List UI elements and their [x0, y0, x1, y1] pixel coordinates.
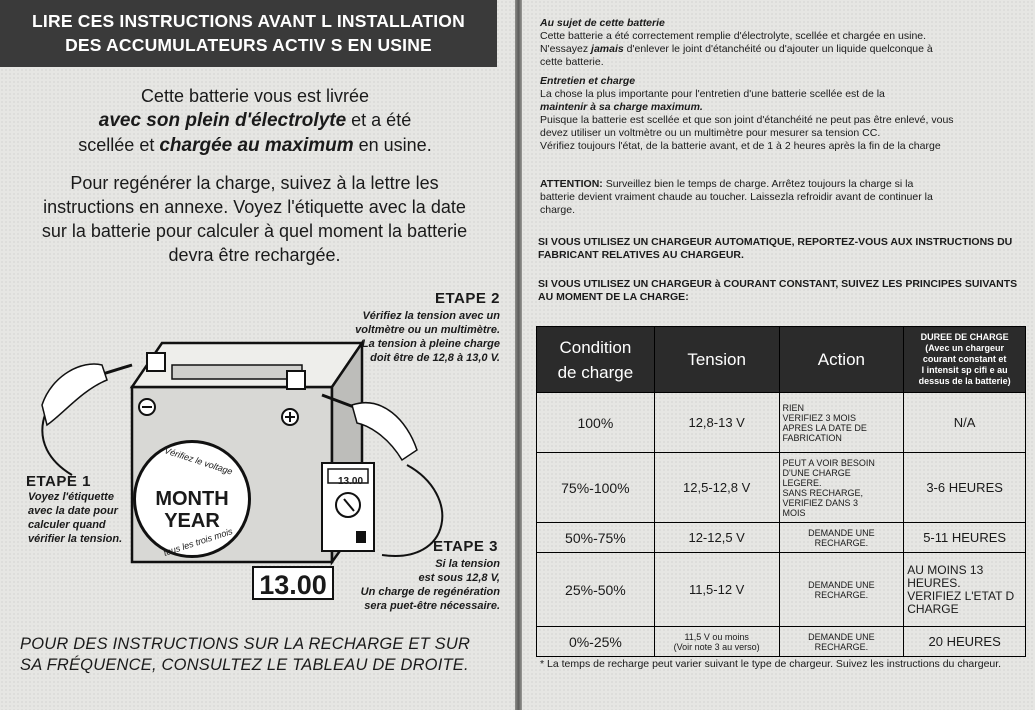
cell-condition: 0%-25% [537, 627, 655, 657]
step-3-line: Si la tension [435, 558, 500, 570]
cell-line: MOIS [782, 507, 806, 518]
intro1-emphasis-1: avec son plein d'électrolyte [98, 110, 347, 131]
step-1-line: vérifier la tension. [28, 533, 123, 545]
header-text: dessus de la batterie) [918, 376, 1011, 386]
text-span: N'essayez [540, 43, 592, 55]
caps-line: SI VOUS UTILISEZ UN CHARGEUR à COURANT CONSTANT, SUIVEZ LES PRINCIPES SUIVANTS [538, 278, 1018, 290]
left-footer-note [20, 634, 500, 676]
cell-tension: 12-12,5 V [654, 523, 779, 553]
table-header-row [537, 327, 1026, 393]
footer-line-2: SA FRÉQUENCE, CONSULTEZ LE TABLEAU DE DROITE. [20, 656, 469, 674]
cell-tension [654, 627, 779, 657]
step-2-line: La tension à pleine charge [361, 338, 500, 350]
cell-line: DEMANDE UNE [808, 579, 875, 590]
step-2-text [346, 309, 500, 365]
step-2-title: ETAPE 2 [435, 290, 500, 307]
section-maintenance [540, 75, 1032, 153]
cell-duree [904, 553, 1026, 627]
intro1-line-3a: scellée et [78, 135, 160, 155]
header-text: de charge [557, 362, 634, 382]
cell-tension: 11,5-12 V [654, 553, 779, 627]
cell-condition: 100% [537, 393, 655, 453]
footer-line-1: POUR DES INSTRUCTIONS SUR LA RECHARGE ET SUR [20, 635, 471, 653]
paragraph-line [540, 178, 1020, 191]
cell-condition: 25%-50% [537, 553, 655, 627]
table-footnote: * La temps de recharge peut varier suivant le type de chargeur. Suivez les instructions du chargeur. [540, 658, 1002, 670]
cell-action [779, 523, 904, 553]
caps-line: SI VOUS UTILISEZ UN CHARGEUR AUTOMATIQUE, REPORTEZ-VOUS AUX INSTRUCTIONS DU [538, 236, 1013, 248]
date-label-text [150, 488, 234, 532]
cell-line: DEMANDE UNE [808, 527, 875, 538]
step-3-line: sera puet-être nécessaire. [364, 600, 500, 612]
cell-line: (Voir note 3 au verso) [673, 641, 760, 652]
attention-label: ATTENTION: [540, 178, 603, 190]
cell-line: VERIFIEZ DANS 3 [782, 497, 859, 508]
intro1-line-2-rest: et a été [346, 110, 412, 130]
intro2-line-3: sur la batterie pour calculer à quel moment la batterie [41, 221, 468, 241]
step-3-text [346, 557, 500, 613]
header-text: (Avec un chargeur [925, 343, 1004, 353]
step-2-line: doit être de 12,8 à 13,0 V. [370, 352, 500, 364]
cell-line: AU MOINS 13 [907, 562, 984, 577]
cell-line: HEURES. [907, 575, 961, 590]
cell-action [779, 393, 904, 453]
intro1-emphasis-2: chargée au maximum [159, 135, 354, 156]
caps-line: FABRICANT RELATIVES AU CHARGEUR. [538, 249, 744, 261]
cell-line: DEMANDE UNE [808, 631, 875, 642]
header-tension: Tension [654, 327, 779, 393]
year-label: YEAR [164, 510, 220, 532]
step-3-title: ETAPE 3 [433, 538, 498, 555]
cell-duree: 3-6 HEURES [904, 453, 1026, 523]
cell-line: RECHARGE. [814, 641, 869, 652]
paragraph-line: Cette batterie a été correctement remplie d'électrolyte, scellée et chargée en usine. [540, 30, 927, 42]
cell-line: PEUT A VOIR BESOIN [782, 457, 875, 468]
paragraph-line: devez utiliser un voltmètre ou un multimètre pour mesurer sa tension CC. [540, 127, 881, 139]
attention-note [540, 178, 1020, 217]
paragraph-line: charge. [540, 204, 576, 216]
constant-charger-note [538, 278, 1017, 304]
paragraph-line: batterie devient vraiment chaude au toucher. Laissezla refroidir avant de continuer la [540, 191, 933, 203]
cell-action [779, 627, 904, 657]
text-span: Surveillez bien le temps de charge. Arrêtez toujours la charge si la [602, 178, 914, 190]
step-2-line: Vérifiez la tension avec un [362, 310, 500, 322]
emphasis-line: maintenir à sa charge maximum. [540, 101, 703, 113]
emphasis-never: jamais [591, 43, 624, 55]
cell-line: SANS RECHARGE, [782, 487, 864, 498]
cell-line: VERIFIEZ 3 MOIS [782, 412, 857, 423]
intro1-line-1: Cette batterie vous est livrée [140, 86, 370, 106]
title-banner [0, 0, 497, 67]
cell-tension: 12,5-12,8 V [654, 453, 779, 523]
paragraph-line: Puisque la batterie est scellée et que son joint d'étanchéité ne peut pas être enlevé, vous [540, 114, 954, 126]
cell-line: FABRICATION [782, 432, 842, 443]
text-span: d'enlever le joint d'étanchéité ou d'ajouter un liquide quelconque à [623, 43, 933, 55]
table-row [537, 393, 1026, 453]
header-text: DUREE DE CHARGE [920, 332, 1009, 342]
cell-line: RIEN [782, 402, 805, 413]
automatic-charger-note [538, 236, 1012, 262]
step-1-line: calculer quand [28, 519, 106, 531]
ring-text-bottom: tous les trois mois [162, 526, 234, 558]
intro-paragraph-2 [2, 171, 507, 267]
cell-tension: 12,8-13 V [654, 393, 779, 453]
cell-line: APRES LA DATE DE [782, 422, 867, 433]
intro-paragraph-1 [40, 84, 470, 158]
step-3-line: est sous 12,8 V, [418, 572, 500, 584]
cell-duree: N/A [904, 393, 1026, 453]
header-text: Condition [559, 337, 632, 357]
ring-text-top: Vérifiez le voltage [163, 445, 234, 477]
section-about-battery [540, 17, 1030, 69]
paragraph-line [540, 43, 1030, 56]
section-title: Au sujet de cette batterie [540, 17, 665, 29]
cell-duree: 5-11 HEURES [904, 523, 1026, 553]
page-gutter [515, 0, 522, 710]
cell-line: RECHARGE. [814, 589, 869, 600]
header-text: l intensit sp cifi e au [921, 365, 1008, 375]
intro2-line-4: devra être rechargée. [168, 245, 341, 265]
step-1-title: ETAPE 1 [26, 473, 91, 490]
voltage-readout-box: 13.00 [252, 566, 334, 600]
header-duree [904, 327, 1026, 393]
paragraph-line: Vérifiez toujours l'état, de la batterie avant, et de 1 à 2 heures après la fin de la charge [540, 140, 941, 152]
intro1-line-3 [40, 133, 470, 158]
intro1-line-3b: en usine. [353, 135, 432, 155]
charge-table [536, 326, 1026, 657]
intro2-line-2: instructions en annexe. Voyez l'étiquette avec la date [43, 197, 466, 217]
table-row [537, 453, 1026, 523]
paragraph-line: cette batterie. [540, 56, 604, 68]
caps-line: AU MOMENT DE LA CHARGE: [538, 291, 689, 303]
month-label: MONTH [155, 488, 229, 510]
header-action: Action [779, 327, 904, 393]
cell-line: LEGERE. [782, 477, 822, 488]
step-3-line: Un charge de regénération [360, 586, 500, 598]
step-1-text [28, 490, 122, 546]
cell-line: RECHARGE. [814, 537, 869, 548]
table-row [537, 523, 1026, 553]
cell-duree: 20 HEURES [904, 627, 1026, 657]
cell-line: D'UNE CHARGE [782, 467, 851, 478]
paragraph-line: La chose la plus importante pour l'entretien d'une batterie scellée est de la [540, 88, 885, 100]
cell-condition: 50%-75% [537, 523, 655, 553]
cell-line: VERIFIEZ L'ETAT D [907, 588, 1015, 603]
cell-action [779, 453, 904, 523]
multimeter-display: 13.00 [338, 476, 364, 487]
banner-line-1: LIRE CES INSTRUCTIONS AVANT L INSTALLATION [32, 11, 465, 31]
intro1-line-2 [40, 108, 470, 133]
header-text: courant constant et [922, 354, 1007, 364]
header-condition [537, 327, 655, 393]
section-title: Entretien et charge [540, 75, 636, 87]
intro2-line-1: Pour regénérer la charge, suivez à la lettre les [70, 173, 439, 193]
banner-line-2: DES ACCUMULATEURS ACTIV S EN USINE [65, 35, 432, 55]
step-1-line: Voyez l'étiquette [28, 491, 114, 503]
cell-line: CHARGE [907, 601, 959, 616]
table-row [537, 627, 1026, 657]
cell-line: 11,5 V ou moins [684, 631, 749, 642]
step-2-line: voltmètre ou un multimètre. [355, 324, 500, 336]
cell-condition: 75%-100% [537, 453, 655, 523]
table-row [537, 553, 1026, 627]
step-1-line: avec la date pour [28, 505, 118, 517]
cell-action [779, 553, 904, 627]
